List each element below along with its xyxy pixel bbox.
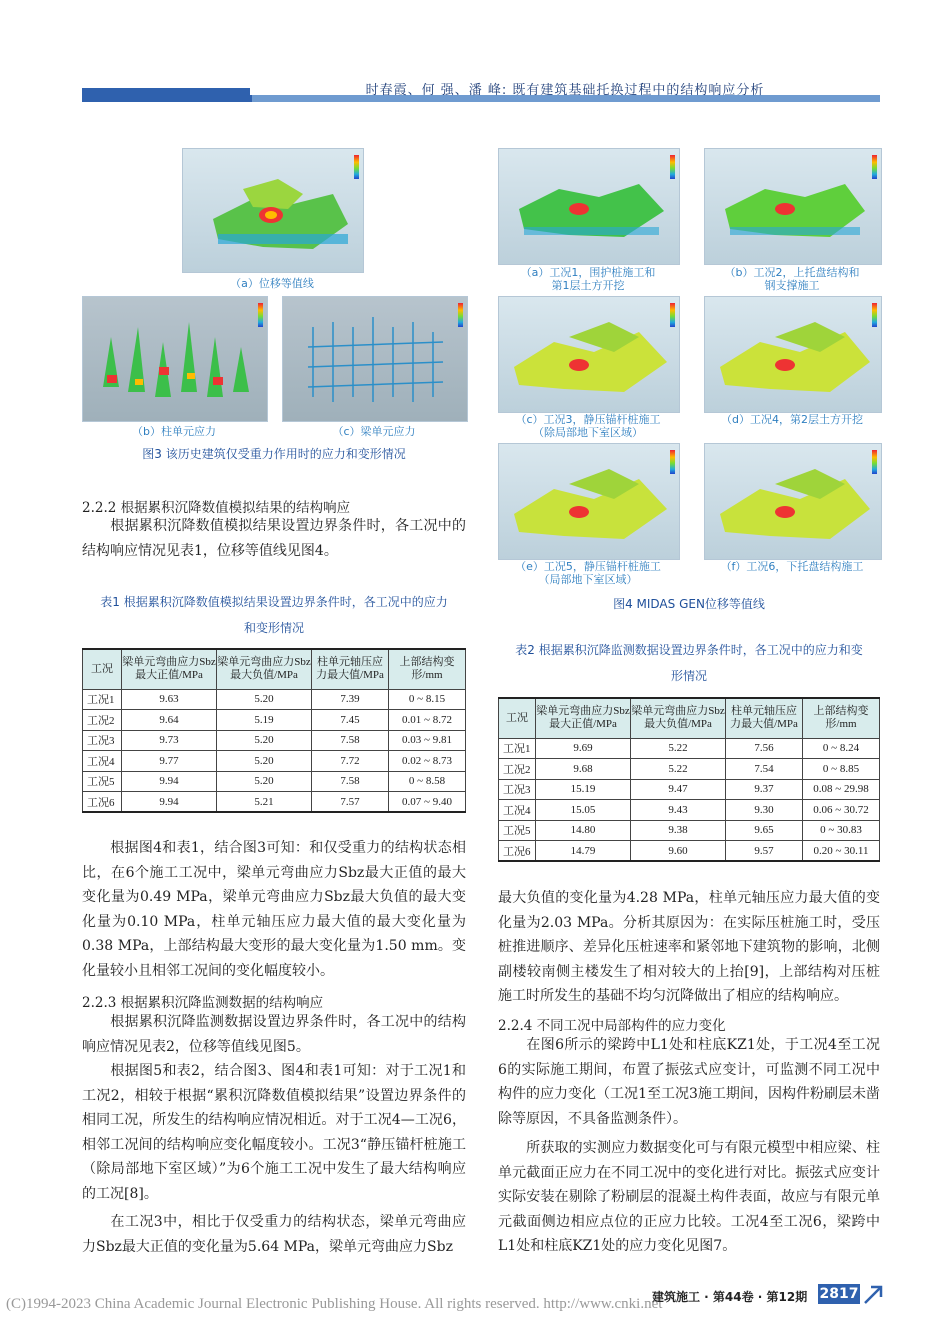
table2-cell: 0 ~ 8.85 (803, 759, 880, 780)
table2-row (499, 800, 880, 821)
table2 (498, 697, 880, 862)
fig3a-displacement-image (182, 148, 364, 273)
table1-cell: 0 ~ 8.58 (389, 771, 466, 792)
color-legend-icon (872, 450, 877, 474)
color-legend-icon (670, 155, 675, 179)
table1-cell: 7.57 (312, 792, 389, 813)
table2-cell: 9.68 (536, 759, 631, 780)
table1-cell: 5.20 (217, 689, 312, 710)
table1-row (83, 792, 466, 813)
table1-cell: 9.94 (122, 771, 217, 792)
table1-cell: 7.58 (312, 771, 389, 792)
table1-cell: 9.73 (122, 730, 217, 751)
table1-cell: 工况6 (83, 792, 122, 813)
table1-cell: 工况1 (83, 689, 122, 710)
right-paragraph-3: 所获取的实测应力数据变化可与有限元模型中相应梁、柱单元截面正应力在不同工况中的变化进行对比。振弦式应变计实际安装在剔除了粉刷层的混凝土构件表面，故应与有限元单元截面侧边相应点位的正应力比较。工况4至工况6，梁跨中L1处和柱底KZ1处的应力变化见图7。 (498, 1140, 880, 1254)
fig4f-caption: （f）工况6，下托盘结构施工 (720, 560, 864, 573)
table2-cell: 工况2 (499, 759, 536, 780)
table2-header-beam-neg: 梁单元弯曲应力Sbz最大负值/MPa (631, 698, 726, 738)
table1-header-case: 工况 (83, 649, 122, 689)
table2-cell: 工况4 (499, 800, 536, 821)
table1-cell: 0.02 ~ 8.73 (389, 751, 466, 772)
left-paragraph-2: 根据图4和表1，结合图3可知：和仅受重力的结构状态相比，在6个施工工况中，梁单元弯曲应力Sbz最大正值的最大变化量为0.49 MPa，梁单元弯曲应力Sbz最大负值的最大变化量为0.10 MPa，柱单元轴压应力最大值的最大变化量为0.38 MPa，上部结构最大变形的最大变化量为1.50 mm。变化量较小且相邻工况间的变化幅度较小。 (82, 840, 466, 979)
table2-cell: 9.69 (536, 738, 631, 759)
table1-row (83, 730, 466, 751)
left-paragraph-5: 在工况3中，相比于仅受重力的结构状态，梁单元弯曲应力Sbz最大正值的变化量为5.64 MPa，梁单元弯曲应力Sbz (82, 1214, 466, 1255)
table2-cell: 0.06 ~ 30.72 (803, 800, 880, 821)
fig4b-caption: （b）工况2，上托盘结构和 钢支撑施工 (724, 266, 860, 292)
table2-cell: 工况5 (499, 820, 536, 841)
table2-cell: 工况6 (499, 841, 536, 862)
table2-cell: 9.43 (631, 800, 726, 821)
fig4-caption: 图4 MIDAS GEN位移等值线 (613, 597, 765, 611)
table2-cell: 15.05 (536, 800, 631, 821)
table1-header-deform: 上部结构变形/mm (389, 649, 466, 689)
table1-row (83, 751, 466, 772)
fig4d-image (704, 296, 882, 413)
table2-cell: 工况1 (499, 738, 536, 759)
fig4e-caption: （e）工况5，静压锚杆桩施工 （局部地下室区域） (515, 560, 661, 586)
fig4a-caption: （a）工况1，围护桩施工和 第1层土方开挖 (520, 266, 656, 292)
arrow-logo-icon (862, 1284, 884, 1306)
table1-cell: 7.72 (312, 751, 389, 772)
table2-cell: 9.38 (631, 820, 726, 841)
journal-info: 建筑施工 · 第44卷 · 第12期 (652, 1290, 808, 1304)
table2-cell: 0 ~ 8.24 (803, 738, 880, 759)
fig3a-caption: （a）位移等值线 (230, 277, 314, 290)
table2-header-deform: 上部结构变形/mm (803, 698, 880, 738)
table1-cell: 9.64 (122, 710, 217, 731)
left-paragraph-4: 根据图5和表2，结合图3、图4和表1可知：对于工况1和工况2，相较于根据“累积沉降数值模拟结果”设置边界条件的相同工况，所发生的结构响应情况相近。对于工况4—工况6，相邻工况间的结构响应变化幅度较小。工况3“静压锚杆桩施工（除局部地下室区域）”为6个施工工况中发生了最大结构响应的工况[8]。 (82, 1063, 466, 1202)
left-paragraph-3: 根据累积沉降监测数据设置边界条件时，各工况中的结构响应情况见表2，位移等值线见图5。 (82, 1014, 466, 1055)
color-legend-icon (670, 450, 675, 474)
fig3-caption: 图3 该历史建筑仅受重力作用时的应力和变形情况 (142, 447, 406, 461)
right-paragraph-1: 最大负值的变化量为4.28 MPa，柱单元轴压应力最大值的变化量为2.03 MPa。分析其原因为：在实际压桩施工时，受压桩推进顺序、差异化压桩速率和紧邻地下建筑物的影响，北侧副楼较南侧主楼发生了相对较大的上抬[9]，上部结构对压桩施工时所发生的基础不均匀沉降做出了相应的结构响应。 (498, 890, 880, 1004)
color-legend-icon (458, 303, 463, 327)
table2-caption: 表2 根据累积沉降监测数据设置边界条件时，各工况中的应力和变 形情况 (515, 643, 863, 683)
fig3c-beam-stress-image (282, 296, 468, 422)
color-legend-icon (872, 303, 877, 327)
table2-cell: 0 ~ 30.83 (803, 820, 880, 841)
color-legend-icon (354, 155, 359, 179)
fig4b-image (704, 148, 882, 265)
table1-cell: 5.21 (217, 792, 312, 813)
table2-cell: 工况3 (499, 779, 536, 800)
table1-cell: 0.07 ~ 9.40 (389, 792, 466, 813)
table1-row (83, 771, 466, 792)
table2-cell: 0.08 ~ 29.98 (803, 779, 880, 800)
section-2-2-4-heading: 2.2.4 不同工况中局部构件的应力变化 (498, 1018, 726, 1034)
section-2-2-2-heading: 2.2.2 根据累积沉降数值模拟结果的结构响应 (82, 500, 351, 516)
table2-cell: 0.20 ~ 30.11 (803, 841, 880, 862)
table2-header-column: 柱单元轴压应力最大值/MPa (726, 698, 803, 738)
table2-header-beam-pos: 梁单元弯曲应力Sbz最大正值/MPa (536, 698, 631, 738)
page-number: 2817 (819, 1286, 859, 1302)
table1-cell: 工况2 (83, 710, 122, 731)
table1-header-beam-neg: 梁单元弯曲应力Sbz最大负值/MPa (217, 649, 312, 689)
table1-cell: 5.20 (217, 730, 312, 751)
fig4f-image (704, 443, 882, 560)
table1-cell: 工况5 (83, 771, 122, 792)
fig3b-column-stress-image (82, 296, 268, 422)
table2-row (499, 820, 880, 841)
color-legend-icon (258, 303, 263, 327)
table2-row (499, 759, 880, 780)
table1-header-column: 柱单元轴压应力最大值/MPa (312, 649, 389, 689)
table1-cell: 工况3 (83, 730, 122, 751)
table2-cell: 9.65 (726, 820, 803, 841)
table2-row (499, 779, 880, 800)
table1-caption: 表1 根据累积沉降数值模拟结果设置边界条件时，各工况中的应力 和变形情况 (100, 595, 448, 635)
table2-cell: 9.60 (631, 841, 726, 862)
table1 (82, 648, 466, 813)
table1-row (83, 710, 466, 731)
table1-cell: 5.19 (217, 710, 312, 731)
table2-cell: 5.22 (631, 759, 726, 780)
table1-row (83, 689, 466, 710)
table1-cell: 9.77 (122, 751, 217, 772)
table1-cell: 工况4 (83, 751, 122, 772)
table2-header-case: 工况 (499, 698, 536, 738)
section-2-2-3-heading: 2.2.3 根据累积沉降监测数据的结构响应 (82, 995, 324, 1011)
table2-cell: 9.37 (726, 779, 803, 800)
fig3b-caption: （b）柱单元应力 (132, 425, 216, 438)
color-legend-icon (670, 303, 675, 327)
table2-cell: 9.30 (726, 800, 803, 821)
table2-cell: 7.56 (726, 738, 803, 759)
fig4e-image (498, 443, 680, 560)
table1-cell: 5.20 (217, 771, 312, 792)
table1-cell: 0 ~ 8.15 (389, 689, 466, 710)
table2-row (499, 841, 880, 862)
table2-cell: 5.22 (631, 738, 726, 759)
table1-cell: 9.94 (122, 792, 217, 813)
copyright-line: (C)1994-2023 China Academic Journal Electronic Publishing House. All rights reserved. http://www.cnki.net (6, 1296, 663, 1312)
table2-row (499, 738, 880, 759)
table1-cell: 7.58 (312, 730, 389, 751)
table1-cell: 5.20 (217, 751, 312, 772)
table1-cell: 7.39 (312, 689, 389, 710)
right-paragraph-2: 在图6所示的梁跨中L1处和柱底KZ1处，于工况4至工况6的实际施工期间，布置了振弦式应变计，可监测不同工况中构件的应力变化（工况1至工况3施工期间，因构件粉刷层未凿除等原因，不具备监测条件）。 (498, 1037, 880, 1127)
table2-cell: 14.80 (536, 820, 631, 841)
table1-cell: 0.01 ~ 8.72 (389, 710, 466, 731)
fig4a-image (498, 148, 680, 265)
table1-header-beam-pos: 梁单元弯曲应力Sbz最大正值/MPa (122, 649, 217, 689)
table1-cell: 9.63 (122, 689, 217, 710)
fig3c-caption: （c）梁单元应力 (332, 425, 416, 438)
fig4c-caption: （c）工况3，静压锚杆桩施工 （除局部地下室区域） (515, 413, 661, 439)
header-bar-accent (82, 88, 252, 102)
table2-cell: 9.47 (631, 779, 726, 800)
table2-cell: 14.79 (536, 841, 631, 862)
left-paragraph-1: 根据累积沉降数值模拟结果设置边界条件时，各工况中的结构响应情况见表1，位移等值线见图4。 (82, 518, 466, 559)
table2-cell: 15.19 (536, 779, 631, 800)
table1-cell: 7.45 (312, 710, 389, 731)
running-header: 时春霞、何 强、潘 峰: 既有建筑基础托换过程中的结构响应分析 (250, 79, 880, 95)
table2-cell: 7.54 (726, 759, 803, 780)
fig4c-image (498, 296, 680, 413)
color-legend-icon (872, 155, 877, 179)
fig4d-caption: （d）工况4，第2层土方开挖 (721, 413, 863, 426)
table2-cell: 9.57 (726, 841, 803, 862)
table1-cell: 0.03 ~ 9.81 (389, 730, 466, 751)
